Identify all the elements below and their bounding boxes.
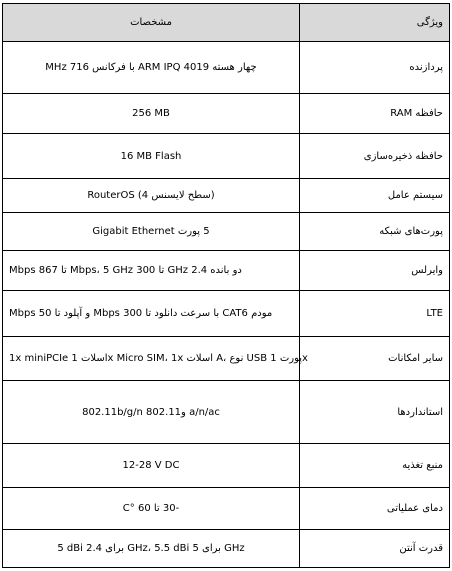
table-row — [3, 134, 450, 179]
spec-cell: RouterOS (سطح لایسنس 4) — [3, 179, 300, 213]
feature-cell: دمای عملیاتی — [300, 488, 450, 530]
table-row — [3, 444, 450, 488]
feature-cell: حافظه ذخیره‌سازی — [300, 134, 450, 179]
table-row — [3, 488, 450, 530]
table-row — [3, 179, 450, 213]
spec-cell: مودم CAT6 با سرعت دانلود تا 300 Mbps و آپلود تا 50 Mbps — [3, 291, 300, 337]
spec-cell: 802.11b/g/n و802.11 a/n/ac — [3, 381, 300, 444]
spec-cell: -30 تا 60 °C — [3, 488, 300, 530]
spec-cell: 12-28 V DC — [3, 444, 300, 488]
table-row — [3, 381, 450, 444]
feature-cell: قدرت آنتن — [300, 530, 450, 568]
feature-cell: حافظه RAM — [300, 94, 450, 134]
spec-cell: 5 پورت Gigabit Ethernet — [3, 213, 300, 251]
feature-cell: LTE — [300, 291, 450, 337]
spec-cell: 16 MB Flash — [3, 134, 300, 179]
table-row — [3, 530, 450, 568]
table-row — [3, 42, 450, 94]
feature-cell: منبع تغذیه — [300, 444, 450, 488]
table-row — [3, 291, 450, 337]
feature-cell: استانداردها — [300, 381, 450, 444]
spec-cell: چهار هسته ARM IPQ 4019 با فرکانس 716 MHz — [3, 42, 300, 94]
table-row — [3, 337, 450, 381]
specifications-table — [2, 3, 450, 568]
table-row — [3, 94, 450, 134]
table-header-row — [3, 4, 450, 42]
feature-cell: پردازنده — [300, 42, 450, 94]
table-row — [3, 213, 450, 251]
spec-cell: 1x miniPCIe اسلات 1x Micro SIM، 1x اسلات A، نوع USB پورت 1x — [3, 337, 300, 381]
spec-cell: دو بانده 2.4 GHz تا 300 Mbps، 5 GHz تا 867 Mbps — [3, 251, 300, 291]
feature-cell: سایر امکانات — [300, 337, 450, 381]
table-row — [3, 251, 450, 291]
header-feature: ویژگی — [300, 4, 450, 42]
feature-cell: وایرلس — [300, 251, 450, 291]
spec-cell: 256 MB — [3, 94, 300, 134]
feature-cell: پورت‌های شبکه — [300, 213, 450, 251]
feature-cell: سیستم عامل — [300, 179, 450, 213]
spec-cell: 5 dBi برای 2.4 GHz، 5.5 dBi برای 5 GHz — [3, 530, 300, 568]
header-specifications: مشخصات — [3, 4, 300, 42]
